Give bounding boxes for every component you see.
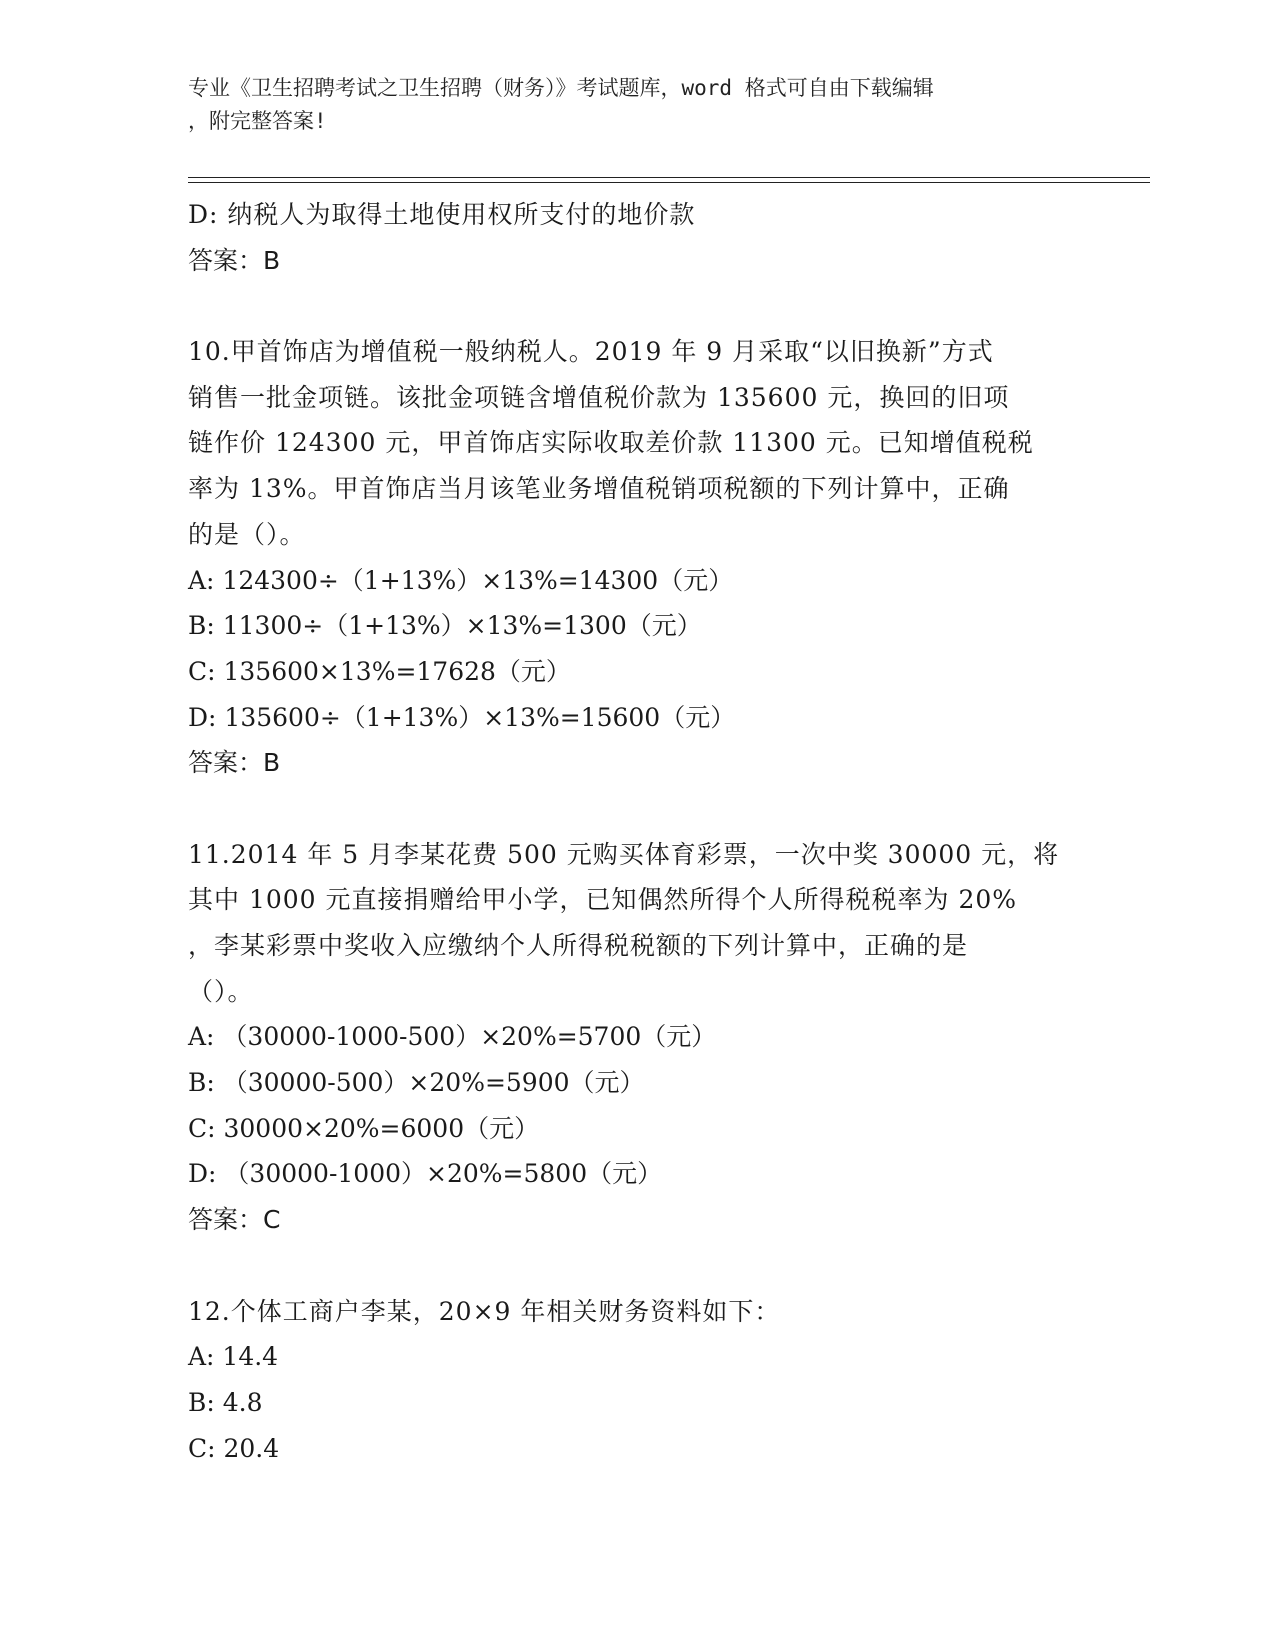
q11-option-d: D: （30000-1000）×20%=5800（元） [188,1159,663,1189]
prev-answer: 答案：B [188,245,281,275]
q12-option-c: C: 20.4 [188,1433,280,1463]
header-line-1: 专业《卫生招聘考试之卫生招聘（财务）》考试题库，word 格式可自由下载编辑 [188,76,934,100]
header-rule-bottom [188,182,1150,183]
q10-stem-line: 率为 13%。甲首饰店当月该笔业务增值税销项税额的下列计算中，正确 [188,474,1010,504]
spacer [188,283,1088,329]
q11-option-a: A: （30000-1000-500）×20%=5700（元） [188,1022,717,1052]
q12-option-a: A: 14.4 [188,1342,279,1372]
q11-stem-line: 其中 1000 元直接捐赠给甲小学，已知偶然所得个人所得税税率为 20% [188,885,1018,915]
q11-answer: 答案：C [188,1205,281,1235]
q10-option-b: B: 11300÷（1+13%）×13%=1300（元） [188,611,702,641]
q11-stem-line: ，李某彩票中奖收入应缴纳个人所得税税额的下列计算中，正确的是 [188,931,969,960]
q11-option-c: C: 30000×20%=6000（元） [188,1113,540,1143]
q10-stem-line: 的是（）。 [188,519,306,549]
spacer [188,1243,1088,1289]
q10-stem-line: 销售一批金项链。该批金项链含增值税价款为 135600 元，换回的旧项 [188,382,1010,412]
q11-option-b: B: （30000-500）×20%=5900（元） [188,1068,645,1098]
q12-stem-line: 12.个体工商户李某，20×9 年相关财务资料如下： [188,1296,781,1326]
header-rule-top [188,177,1150,178]
question-12 [188,1289,1088,1472]
page-header [188,72,1068,138]
prev-option-d: D: 纳税人为取得土地使用权所支付的地价款 [188,200,696,229]
q10-answer: 答案：B [188,748,281,778]
header-line-2: ，附完整答案! [188,109,327,133]
q10-option-a: A: 124300÷（1+13%）×13%=14300（元） [188,565,734,595]
q10-stem-line: 10.甲首饰店为增值税一般纳税人。2019 年 9 月采取“以旧换新”方式 [188,337,994,367]
q12-option-b: B: 4.8 [188,1387,263,1417]
question-10 [188,329,1088,786]
q11-stem-line: 11.2014 年 5 月李某花费 500 元购买体育彩票，一次中奖 30000 元，将 [188,839,1060,869]
spacer [188,786,1088,832]
q10-option-d: D: 135600÷（1+13%）×13%=15600（元） [188,702,736,732]
q10-option-c: C: 135600×13%=17628（元） [188,656,571,686]
question-body [188,192,1088,1471]
q10-stem-line: 链作价 124300 元，甲首饰店实际收取差价款 11300 元。已知增值税税 [188,428,1034,458]
question-11 [188,832,1088,1243]
q11-stem-line: （）。 [188,976,254,1006]
